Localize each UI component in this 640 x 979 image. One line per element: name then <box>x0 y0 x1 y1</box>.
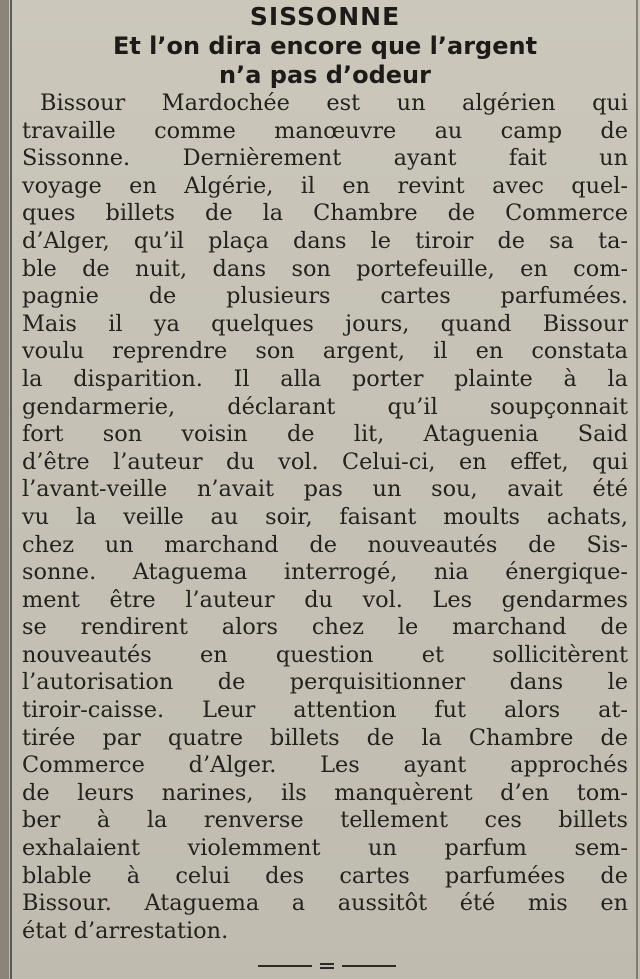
body-line: voyage en Algérie, il en revint avec quel- <box>22 172 628 199</box>
body-line: ques billets de la Chambre de Commerce <box>22 200 628 227</box>
body-line: sonne. Ataguema interrogé, nia énergique- <box>22 559 628 586</box>
body-line: chez un marchand de nouveautés de Sis- <box>22 531 628 558</box>
body-line: Mais il ya quelques jours, quand Bissour <box>22 310 628 337</box>
article-dateline: SISSONNE <box>249 2 401 31</box>
body-line: de leurs narines, ils manquèrent d’en tom- <box>22 779 628 806</box>
body-line: travaille comme manœuvre au camp de <box>22 117 628 144</box>
body-line: tiroir-caisse. Leur attention fut alors at- <box>22 697 628 724</box>
article-end-rule <box>258 962 396 970</box>
body-line: nouveautés en question et sollicitèrent <box>22 641 628 668</box>
column-rule-right <box>636 0 638 979</box>
body-line: pagnie de plusieurs cartes parfumées. <box>22 283 628 310</box>
body-line: l’avant-veille n’avait pas un sou, avait été <box>22 476 628 503</box>
body-line: vu la veille au soir, faisant moults achats, <box>22 503 628 530</box>
body-line: se rendirent alors chez le marchand de <box>22 614 628 641</box>
body-line: ber à la renverse tellement ces billets <box>22 807 628 834</box>
body-line: Commerce d’Alger. Les ayant approchés <box>22 752 628 779</box>
article <box>22 2 628 945</box>
body-line: Sissonne. Dernièrement ayant fait un <box>22 145 628 172</box>
body-line: ble de nuit, dans son portefeuille, en com- <box>22 255 628 282</box>
body-line: gendarmerie, déclarant qu’il soupçonnait <box>22 393 628 420</box>
article-body <box>22 90 628 945</box>
body-line: tirée par quatre billets de la Chambre de <box>22 724 628 751</box>
body-line: Bissour. Ataguema a aussitôt été mis en <box>22 890 628 917</box>
body-line: d’Alger, qu’il plaça dans le tiroir de sa ta- <box>22 227 628 254</box>
body-line: ment être l’auteur du vol. Les gendarmes <box>22 586 628 613</box>
column-rule-left <box>10 0 12 979</box>
article-headline-line-2: n’a pas d’odeur <box>219 61 431 89</box>
body-line: blable à celui des cartes parfumées de <box>22 862 628 889</box>
body-line: d’être l’auteur du vol. Celui-ci, en effet, qui <box>22 448 628 475</box>
body-line: voulu reprendre son argent, il en constata <box>22 338 628 365</box>
body-line: fort son voisin de lit, Ataguenia Said <box>22 421 628 448</box>
adjacent-column-edge <box>0 0 9 979</box>
article-headline-line-1: Et l’on dira encore que l’argent <box>112 32 538 60</box>
body-line: Bissour Mardochée est un algérien qui <box>40 90 628 116</box>
body-line: exhalaient violemment un parfum sem- <box>22 835 628 862</box>
body-line: l’autorisation de perquisitionner dans le <box>22 669 628 696</box>
body-line: la disparition. Il alla porter plainte à la <box>22 365 628 392</box>
body-line: état d’arrestation. <box>22 917 229 944</box>
